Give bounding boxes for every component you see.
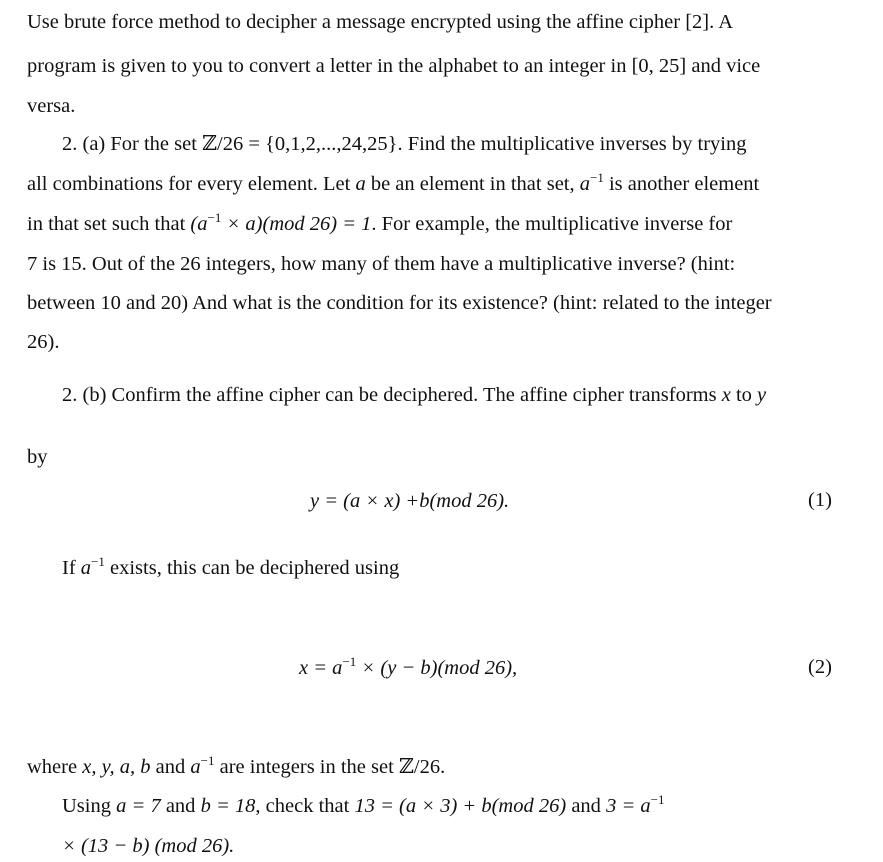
condition-line: If $a^{-1}$ exists, this can be deciphered using [62, 554, 400, 579]
equation-2: $x = a^{-1} \times (y - b)(mod$ 26), [299, 654, 518, 679]
part-a-line-2: all combinations for every element. Let a be an element in that set, $a^{-1}$ is another element [27, 170, 760, 195]
equation-1: y = (a × x) +b(mod 26). [310, 490, 510, 512]
intro-line-2: program is given to you to convert a letter in the alphabet to an integer in [0, 25] and vice [27, 55, 761, 77]
part-a-line-5: between 10 and 20) And what is the condition for its existence? (hint: related to the integer [27, 292, 772, 314]
intro-line-1: Use brute force method to decipher a message encrypted using the affine cipher [2]. A [27, 11, 734, 33]
part-a-line-3: in that set such that $(a^{-1} \times a)(mod$ 26) = 1. For example, the multiplicative inverse for [27, 210, 733, 235]
part-a-line-6: 26). [27, 331, 60, 353]
intro-line-3: versa. [27, 95, 76, 117]
using-line-1: Using a = 7 and b = 18, check that 13 = (a × 3) + b(mod 26) and $3 = a^{-1}$ [62, 792, 665, 817]
part-b-line-2: by [27, 446, 48, 468]
equation-1-number: (1) [808, 489, 832, 511]
using-line-2: × (13 − b) (mod 26). [62, 835, 235, 857]
where-line: where x, y, a, b and $a^{-1}$ are integers in the set ℤ/26. [27, 753, 446, 778]
part-a-line-1: 2. (a) For the set ℤ/26 = {0,1,2,...,24,25}. Find the multiplicative inverses by trying [62, 133, 747, 155]
part-a-line-4: 7 is 15. Out of the 26 integers, how many of them have a multiplicative inverse? (hint: [27, 253, 736, 275]
equation-2-number: (2) [808, 656, 832, 678]
part-b-line-1: 2. (b) Confirm the affine cipher can be deciphered. The affine cipher transforms x to y [62, 384, 767, 406]
